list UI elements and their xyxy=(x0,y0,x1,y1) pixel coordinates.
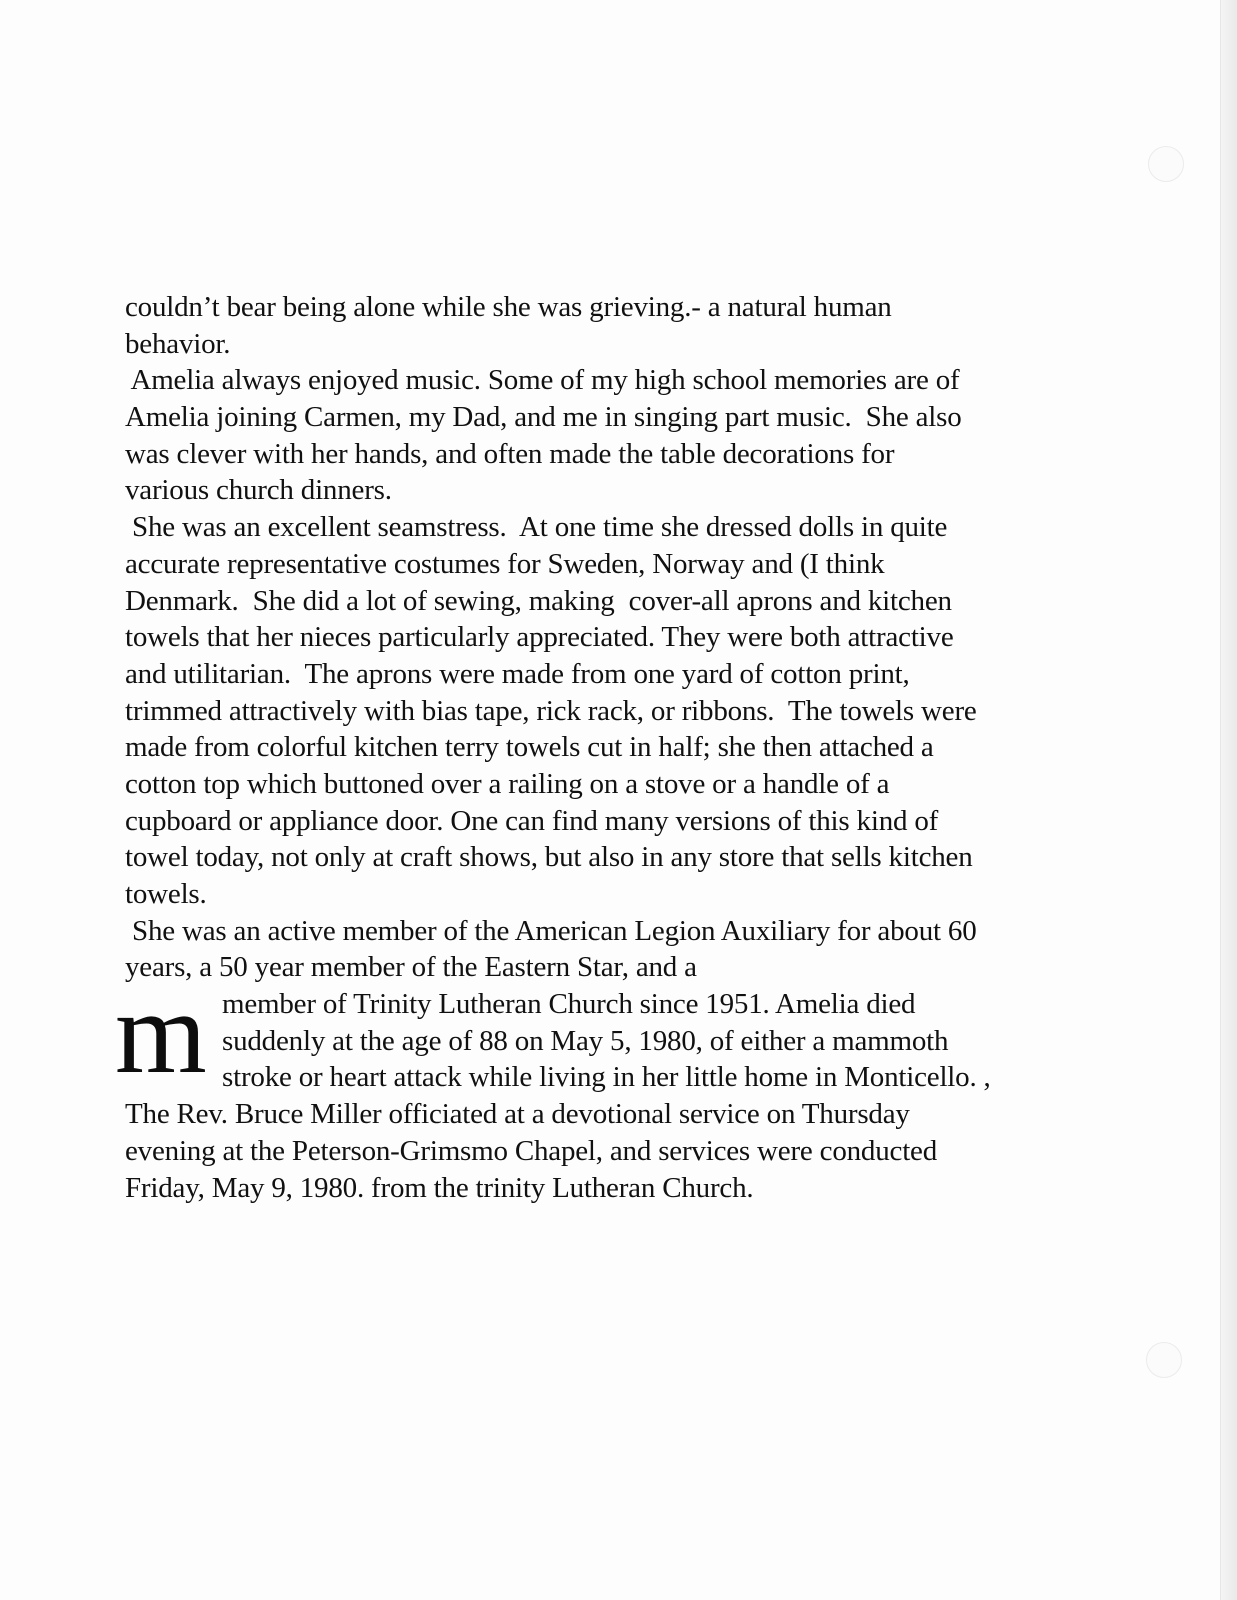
text-line: towels. xyxy=(125,878,207,910)
text-line: made from colorful kitchen terry towels cut in half; she then attached a xyxy=(125,731,934,764)
text-line: cupboard or appliance door. One can find many versions of this kind of xyxy=(125,804,939,837)
text-line: Friday, May 9, 1980. from the trinity Lutheran Church. xyxy=(125,1171,754,1204)
drop-cap-letter: m xyxy=(115,967,207,1099)
text-line: and utilitarian. The aprons were made from one yard of cotton print, xyxy=(125,657,910,690)
text-line: Denmark. She did a lot of sewing, making cover-all aprons and kitchen xyxy=(125,584,952,617)
text-line: towels that her nieces particularly appreciated. They were both attractive xyxy=(125,621,954,654)
page-edge xyxy=(1220,0,1237,1600)
text-line: Amelia always enjoyed music. Some of my high school memories are of xyxy=(125,364,960,397)
punch-hole-bottom xyxy=(1146,1342,1182,1378)
text-line: suddenly at the age of 88 on May 5, 1980, of either a mammoth xyxy=(222,1024,949,1057)
text-line: member of Trinity Lutheran Church since 1951. Amelia died xyxy=(222,988,916,1021)
text-line: She was an active member of the American Legion Auxiliary for about 60 xyxy=(125,914,977,947)
text-line: The Rev. Bruce Miller officiated at a devotional service on Thursday xyxy=(125,1098,910,1131)
text-line: couldn’t bear being alone while she was grieving.- a natural human xyxy=(125,291,892,323)
text-line: evening at the Peterson-Grimsmo Chapel, and services were conducted xyxy=(125,1134,938,1167)
text-line: towel today, not only at craft shows, but also in any store that sells kitchen xyxy=(125,841,973,874)
text-line: cotton top which buttoned over a railing on a stove or a handle of a xyxy=(125,767,890,800)
body-text xyxy=(115,289,1085,1206)
text-line: trimmed attractively with bias tape, rick rack, or ribbons. The towels were xyxy=(125,694,977,727)
punch-hole-top xyxy=(1148,146,1184,182)
text-line: stroke or heart attack while living in her little home in Monticello. , xyxy=(222,1061,991,1094)
text-line: behavior. xyxy=(125,327,231,360)
text-line: accurate representative costumes for Sweden, Norway and (I think xyxy=(125,547,885,580)
text-line: She was an excellent seamstress. At one time she dressed dolls in quite xyxy=(125,511,948,544)
text-line: various church dinners. xyxy=(125,474,392,507)
text-line: Amelia joining Carmen, my Dad, and me in singing part music. She also xyxy=(125,401,962,434)
text-line: years, a 50 year member of the Eastern Star, and a xyxy=(125,951,697,984)
text-line: was clever with her hands, and often made the table decorations for xyxy=(125,437,895,470)
